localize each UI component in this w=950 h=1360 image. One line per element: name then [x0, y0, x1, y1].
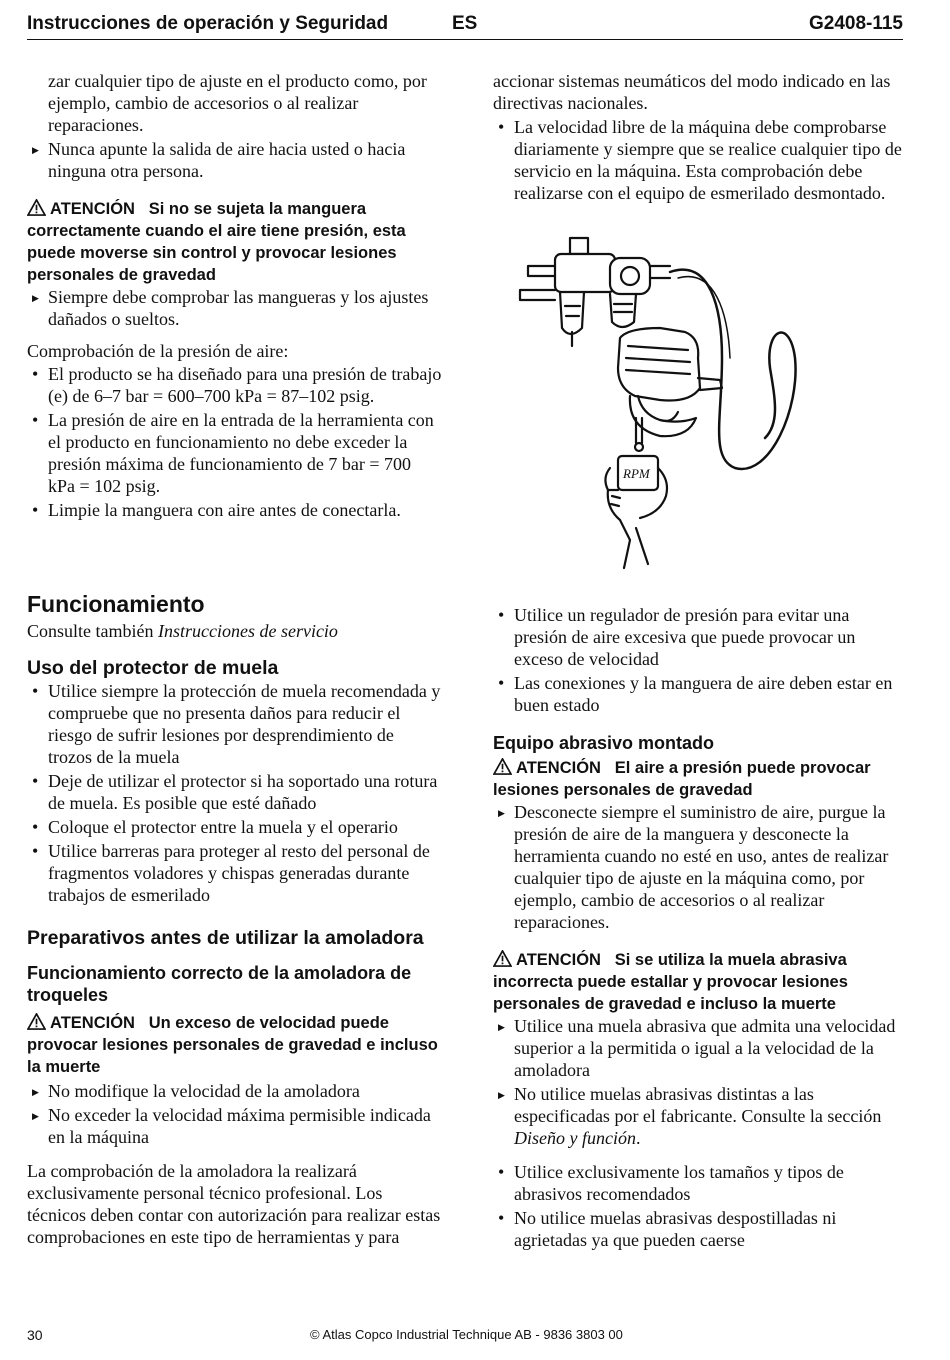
warning-triangle-icon [493, 758, 512, 775]
right-bottom-column [493, 604, 905, 1251]
see-also-text: Consulte también [27, 621, 154, 641]
header-title: Instrucciones de operación y Seguridad [27, 13, 389, 34]
arrow-item: ▶ Siempre debe comprobar las mangueras y los ajustes dañados o sueltos. [27, 286, 442, 330]
subheading-abrasive: Equipo abrasivo montado [493, 733, 715, 753]
bullet-item: • Utilice exclusivamente los tamaños y tipos de abrasivos recomendados [493, 1161, 905, 1205]
warning-label: ATENCIÓN [50, 1014, 135, 1032]
section-heading-funcionamiento: Funcionamiento [27, 591, 205, 617]
lubricator [610, 258, 650, 294]
warning-triangle-icon [493, 950, 512, 967]
arrow-item: ▶ No exceder la velocidad máxima permisible indicada en la máquina [27, 1104, 442, 1148]
speed-check-illustration [510, 228, 810, 578]
bullet-item: • Deje de utilizar el protector si ha soportado una rotura de muela. Es posible que esté dañado [27, 770, 442, 814]
warning-text: Si no se sujeta la manguera correctamente cuando el aire tiene presión, esta puede moverse sin control y provocar lesiones personales de gravedad [27, 200, 406, 284]
bullet-item: • La presión de aire en la entrada de la herramienta con el producto en funcionamiento no debe exceder la presión máxima de funcionamiento de 7 bar = 700 kPa = 102 psig. [27, 409, 442, 497]
footer-copyright: © Atlas Copco Industrial Technique AB - 9836 3803 00 [310, 1327, 623, 1342]
see-also-reference: Instrucciones de servicio [157, 621, 338, 641]
arrow-item: ▶ Nunca apunte la salida de aire hacia usted o hacia ninguna otra persona. [27, 138, 442, 182]
bullet-item: • Limpie la manguera con aire antes de conectarla. [27, 499, 442, 521]
continued-text: accionar sistemas neumáticos del modo indicado en las directivas nacionales. [493, 71, 891, 113]
warning-label: ATENCIÓN [516, 951, 601, 969]
warning-text: Un exceso de velocidad puede provocar lesiones personales de gravedad e incluso la muerte [27, 1014, 438, 1076]
sentence-end: . [635, 1128, 641, 1148]
page-number: 30 [27, 1327, 43, 1343]
arrow-item: ▶ Desconecte siempre el suministro de aire, purgue la presión de aire de la manguera y desconecte la herramienta cuando no esté en uso, antes de realizar cualquier tipo de ajuste en la máquina como, por ejemplo, cambio de accesorios o al realizar reparaciones. [493, 801, 905, 933]
arrow-item-text: No utilice muelas abrasivas distintas a las especificadas por el fabricante. Consulte la sección [514, 1084, 882, 1126]
left-top-column [27, 70, 442, 521]
right-top-column [493, 70, 905, 204]
subheading-guard: Uso del protector de muela [27, 657, 279, 679]
rpm-label: RPM [623, 466, 650, 481]
header-language: ES [452, 13, 478, 34]
warning-label: ATENCIÓN [516, 759, 601, 777]
paragraph: La comprobación de la amoladora la realizará exclusivamente personal técnico profesional. Los técnicos deben contar con autorización para realizar estas comprobaciones en este tipo de herramientas y para [27, 1161, 441, 1247]
header-doc-code: G2408-115 [808, 13, 903, 34]
warning-block [27, 1012, 442, 1078]
warning-triangle-icon [27, 199, 46, 216]
section-reference: Diseño y función [514, 1128, 636, 1148]
regulator-knob [570, 238, 588, 254]
filter-regulator [555, 254, 615, 292]
warning-label: ATENCIÓN [50, 200, 135, 218]
bullet-item: • Las conexiones y la manguera de aire deben estar en buen estado [493, 672, 905, 716]
arrow-item: ▶ Utilice una muela abrasiva que admita una velocidad superior a la permitida o igual a la velocidad de la amoladora [493, 1015, 905, 1081]
warning-text: El aire a presión puede provocar lesiones personales de gravedad [493, 759, 871, 799]
bullet-item: • No utilice muelas abrasivas despostilladas ni agrietadas ya que pueden caerse [493, 1207, 905, 1251]
page-header [27, 9, 903, 40]
arrow-item [493, 1083, 905, 1149]
continued-text: zar cualquier tipo de ajuste en el producto como, por ejemplo, cambio de accesorios o al realizar reparaciones. [48, 71, 427, 135]
subheading-preparations: Preparativos antes de utilizar la amoladora [27, 927, 424, 949]
subheading-correct-operation: Funcionamiento correcto de la amoladora de troqueles [27, 963, 412, 1005]
see-also-line [27, 620, 442, 642]
bullet-item: • Utilice siempre la protección de muela recomendada y compruebe que no presenta daños para reducir el riesgo de sufrir lesiones por desprendimiento de trozos de la muela [27, 680, 442, 768]
warning-block [27, 198, 442, 286]
left-bottom-column [27, 590, 442, 1248]
warning-text: Si se utiliza la muela abrasiva incorrecta puede estallar y provocar lesiones personales de gravedad e incluso la muerte [493, 951, 848, 1013]
bullet-item: • Coloque el protector entre la muela y el operario [27, 816, 442, 838]
warning-block [493, 757, 905, 801]
arrow-item: ▶ No modifique la velocidad de la amoladora [27, 1080, 442, 1102]
bullet-item: • La velocidad libre de la máquina debe comprobarse diariamente y siempre que se realice cualquier tipo de servicio en la máquina. Esta comprobación debe realizarse con el equipo de esmerilado desmontado. [493, 116, 905, 204]
bullet-item: • Utilice un regulador de presión para evitar una presión de aire excesiva que puede provocar un exceso de velocidad [493, 604, 905, 670]
air-check-title: Comprobación de la presión de aire: [27, 341, 289, 361]
bullet-item: • Utilice barreras para proteger al resto del personal de fragmentos voladores y chispas generadas durante trabajos de esmerilado [27, 840, 442, 906]
die-grinder [618, 328, 700, 401]
warning-block [493, 949, 905, 1015]
bullet-item: • El producto se ha diseñado para una presión de trabajo (e) de 6–7 bar = 600–700 kPa = 87–102 psig. [27, 363, 442, 407]
warning-triangle-icon [27, 1013, 46, 1030]
